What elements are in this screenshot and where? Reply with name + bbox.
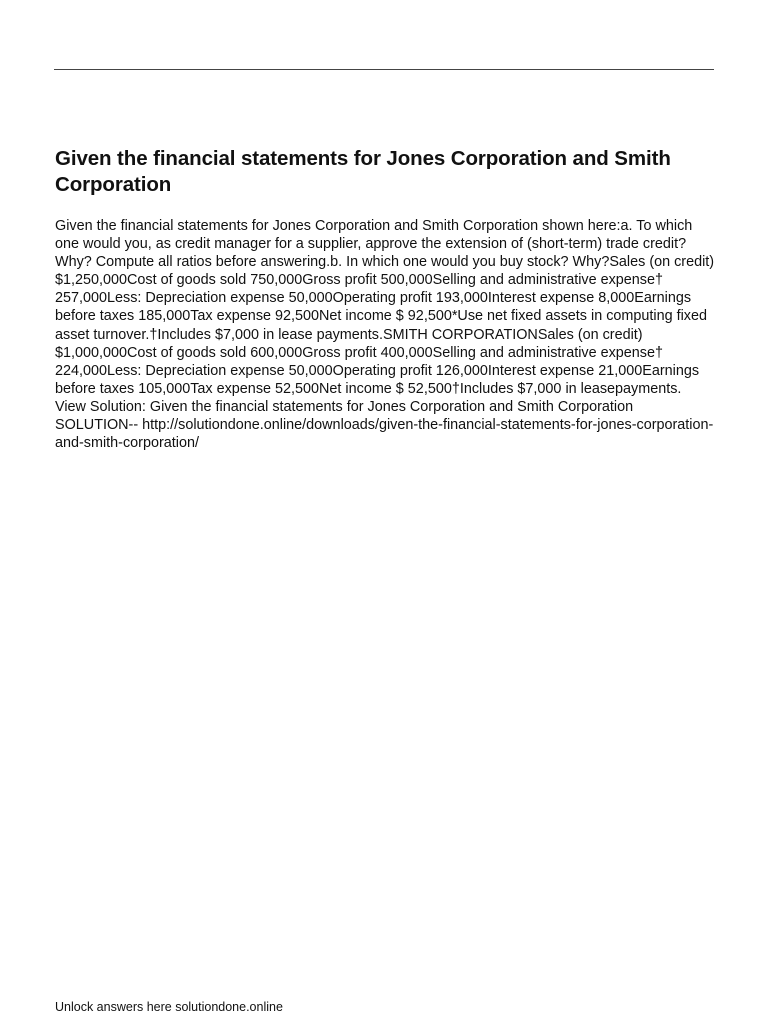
top-divider [54,69,714,70]
document-body: Given the financial statements for Jones Corporation and Smith Corporation shown here:a. To which one would you, as credit manager for a supplier, approve the extension of (short-term) trade credit? Why? Compute all ratios before answering.b. In which one would you buy stock? Why?Sales (on credit) $1,250,000Cost of goods sold 750,000Gross profit 500,000Selling and administrative expense† 257,000Less: Depreciation expense 50,000Operating profit 193,000Interest expense 8,000Earnings before taxes 185,000Tax expense 92,500Net income $ 92,500*Use net fixed assets in computing fixed asset turnover.†Includes $7,000 in lease payments.SMITH CORPORATIONSales (on credit) $1,000,000Cost of goods sold 600,000Gross profit 400,000Selling and administrative expense† 224,000Less: Depreciation expense 50,000Operating profit 126,000Interest expense 21,000Earnings before taxes 105,000Tax expense 52,500Net income $ 52,500†Includes $7,000 in leasepayments. View Solution: Given the financial statements for Jones Corporation and Smith Corporation SOLUTION-- http://solutiondone.online/downloads/given-the-financial-statements-for-jones-corporation-and-smith-corporation/ [55,218,715,452]
document-title: Given the financial statements for Jones Corporation and Smith Corporation [55,147,671,196]
footer-note: Unlock answers here solutiondone.online [55,1000,283,1014]
